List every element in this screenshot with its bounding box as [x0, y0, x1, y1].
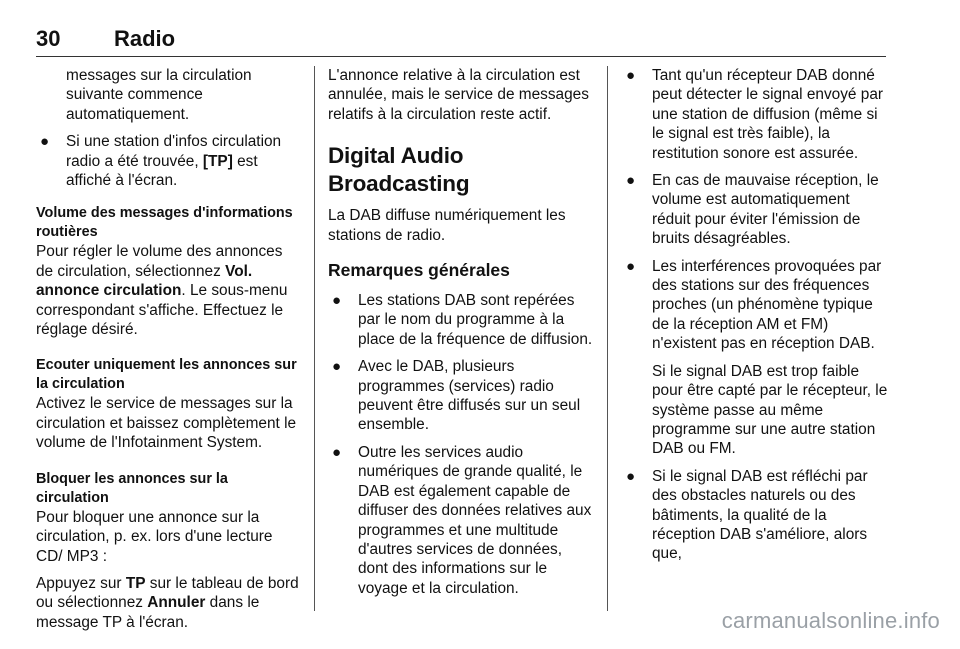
column-divider	[314, 66, 315, 611]
dab-paragraph: La DAB diffuse numériquement les stations de radio.	[328, 207, 566, 244]
bullet-icon: ●	[332, 292, 342, 310]
bullet-icon: ●	[626, 257, 636, 275]
listen-heading: Ecouter uniquement les annonces sur la circulation	[36, 357, 297, 393]
column-left	[36, 66, 300, 649]
listen-text: Activez le service de messages sur la circulation et baissez complètement le volume de l'Infotainment System.	[36, 395, 297, 452]
page-header	[36, 26, 886, 57]
column-divider	[607, 66, 608, 611]
list-item: ● Outre les services audio numériques de grande qualité, le DAB est également capable de diffuser des données relatives aux programmes et une multitude d'autres services de données, dont des informations sur le voyage et la circulation.	[332, 443, 592, 597]
bullet-list	[328, 291, 594, 598]
intro-paragraph: L'annonce relative à la circulation est annulée, mais le service de messages relatifs à la circulation reste actif.	[328, 67, 589, 123]
bullet-icon: ●	[332, 443, 342, 461]
list-item: ● Avec le DAB, plusieurs programmes (services) radio peuvent être diffusés sur un seul ensemble.	[332, 358, 581, 434]
chapter-heading: Digital Audio Broadcasting	[328, 143, 470, 197]
column-right	[622, 66, 888, 572]
volume-heading: Volume des messages d'informations routières	[36, 205, 293, 241]
bullet-list	[622, 66, 888, 564]
column-middle	[328, 66, 594, 606]
list-item: ● Si une station d'infos circulation radio a été trouvée, [TP] est affiché à l'écran.	[40, 133, 282, 190]
continued-paragraph: messages sur la circulation suivante commence automatiquement.	[66, 67, 252, 123]
watermark: carmanualsonline.info	[721, 608, 940, 633]
bullet-icon: ●	[626, 67, 636, 84]
block-heading: Bloquer les annonces sur la circulation	[36, 470, 228, 506]
tp-button-label: TP	[125, 574, 146, 592]
block-section	[36, 470, 300, 632]
annuler-label: Annuler	[147, 594, 206, 612]
bullet-icon: ●	[332, 358, 342, 376]
section-title: Radio	[114, 26, 176, 51]
block-instruction: Appuyez sur TP sur le tableau de bord ou sélectionnez Annuler dans le message TP à l'écran.	[36, 574, 299, 631]
bullet-icon: ●	[626, 467, 636, 485]
bullet-icon: ●	[40, 133, 50, 151]
list-item: ● Si le signal DAB est réfléchi par des obstacles naturels ou des bâtiments, la qualité de la réception DAB s'améliore, alors que,	[626, 467, 868, 563]
bullet-icon: ●	[626, 172, 636, 190]
list-item: ● Les interférences provoquées par des stations sur des fréquences proches (un phénomène typique de la réception AM et FM) n'existent pas en réception DAB. Si le signal DAB est trop faible pour être capté par le récepteur, le système passe au même programme sur une autre station DAB ou FM.	[626, 257, 888, 458]
list-item: ● Tant qu'un récepteur DAB donné peut détecter le signal envoyé par une station de diffusion (même si le signal est très faible), la restitution sonore est assurée.	[626, 67, 884, 162]
bullet-list	[36, 132, 300, 190]
list-item: ● En cas de mauvaise réception, le volume est automatiquement réduit pour éviter l'émission de bruits désagréables.	[626, 172, 879, 248]
tp-indicator: [TP]	[202, 152, 233, 170]
block-text: Pour bloquer une annonce sur la circulation, p. ex. lors d'une lecture CD/ MP3 :	[36, 508, 273, 565]
page-number: 30	[36, 26, 61, 51]
bullet-continuation: Si le signal DAB est trop faible pour être capté par le récepteur, le système passe au même programme sur une autre station DAB ou FM.	[652, 362, 888, 458]
listen-section	[36, 356, 300, 452]
volume-section	[36, 204, 300, 339]
list-item: ● Les stations DAB sont repérées par le nom du programme à la place de la fréquence de diffusion.	[332, 292, 593, 348]
menu-item-vol-annonce: Vol. annonce circulation	[36, 262, 253, 300]
volume-text: Pour régler le volume des annonces de circulation, sélectionnez Vol. annonce circulation. Le sous-menu correspondant s'affiche. Effectuez le réglage désiré.	[36, 243, 288, 339]
subsection-heading: Remarques générales	[328, 260, 510, 281]
